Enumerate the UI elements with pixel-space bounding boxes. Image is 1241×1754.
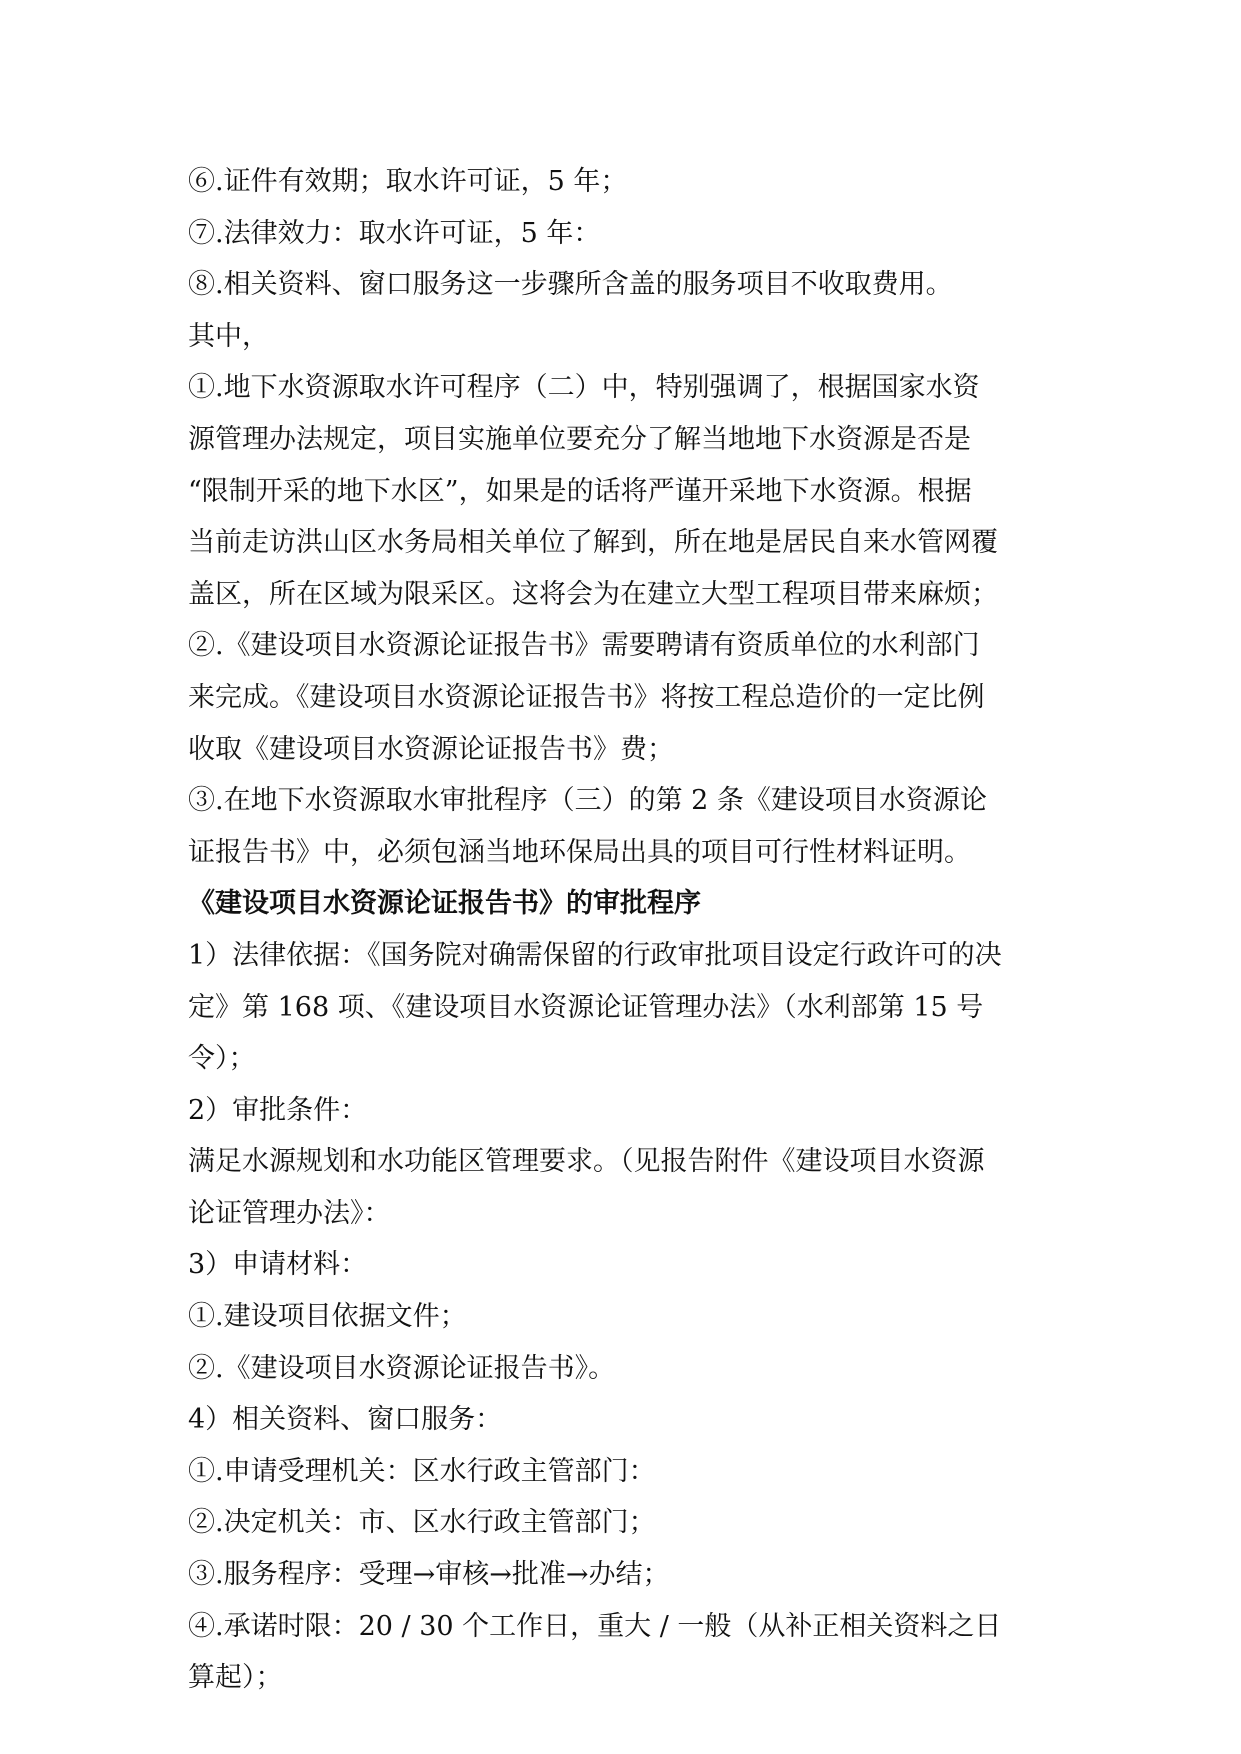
text-line: ⑥.证件有效期；取水许可证，5 年； xyxy=(188,166,628,197)
text-line: 满足水源规划和水功能区管理要求。（见报告附件《建设项目水资源 xyxy=(188,1146,985,1178)
text-line: ⑦.法律效力：取水许可证，5 年： xyxy=(188,217,601,249)
text-line: ①.地下水资源取水许可程序（二）中，特别强调了，根据国家水资 xyxy=(188,372,980,404)
section-heading: 《建设项目水资源论证报告书》的审批程序 xyxy=(188,888,701,920)
text-line: 1）法律依据：《国务院对确需保留的行政审批项目设定行政许可的决 xyxy=(188,939,1002,971)
text-line: ③.服务程序：受理→审核→批准→办结； xyxy=(188,1559,670,1591)
text-line: ①.申请受理机关：区水行政主管部门： xyxy=(188,1455,656,1487)
text-line: ③.在地下水资源取水审批程序（三）的第 2 条《建设项目水资源论 xyxy=(188,785,987,817)
text-line: ②.《建设项目水资源论证报告书》。 xyxy=(188,1352,616,1384)
text-line: 盖区，所在区域为限采区。这将会为在建立大型工程项目带来麻烦； xyxy=(188,578,998,610)
text-line: ②.决定机关：市、区水行政主管部门； xyxy=(188,1507,656,1539)
text-line: 当前走访洪山区水务局相关单位了解到，所在地是居民自来水管网覆 xyxy=(188,527,998,559)
text-line: 2）审批条件： xyxy=(188,1094,368,1126)
text-line: 算起）； xyxy=(188,1662,283,1694)
text-line: 定》第 168 项、《建设项目水资源论证管理办法》（水利部第 15 号 xyxy=(188,991,984,1023)
text-line: 令）； xyxy=(188,1043,256,1075)
text-line: 其中， xyxy=(188,320,269,352)
text-line: 4）相关资料、窗口服务： xyxy=(188,1404,503,1436)
text-line: 源管理办法规定，项目实施单位要充分了解当地地下水资源是否是 xyxy=(188,423,971,455)
text-line: 来完成。《建设项目水资源论证报告书》将按工程总造价的一定比例 xyxy=(188,681,985,713)
text-line: 3）申请材料： xyxy=(188,1249,368,1281)
text-line: ②.《建设项目水资源论证报告书》需要聘请有资质单位的水利部门 xyxy=(188,630,980,662)
text-line: 证报告书》中，必须包涵当地环保局出具的项目可行性材料证明。 xyxy=(188,836,971,868)
text-line: 论证管理办法》： xyxy=(188,1197,391,1229)
text-line: “限制开采的地下水区”，如果是的话将严谨开采地下水资源。根据 xyxy=(188,475,972,507)
text-line: 收取《建设项目水资源论证报告书》费； xyxy=(188,733,674,765)
text-line: ④.承诺时限：20 / 30 个工作日，重大 / 一般（从补正相关资料之日 xyxy=(188,1610,1002,1642)
text-line: ①.建设项目依据文件； xyxy=(188,1301,467,1333)
document-body xyxy=(188,156,1068,1704)
text-line: ⑧.相关资料、窗口服务这一步骤所含盖的服务项目不收取费用。 xyxy=(188,269,953,301)
